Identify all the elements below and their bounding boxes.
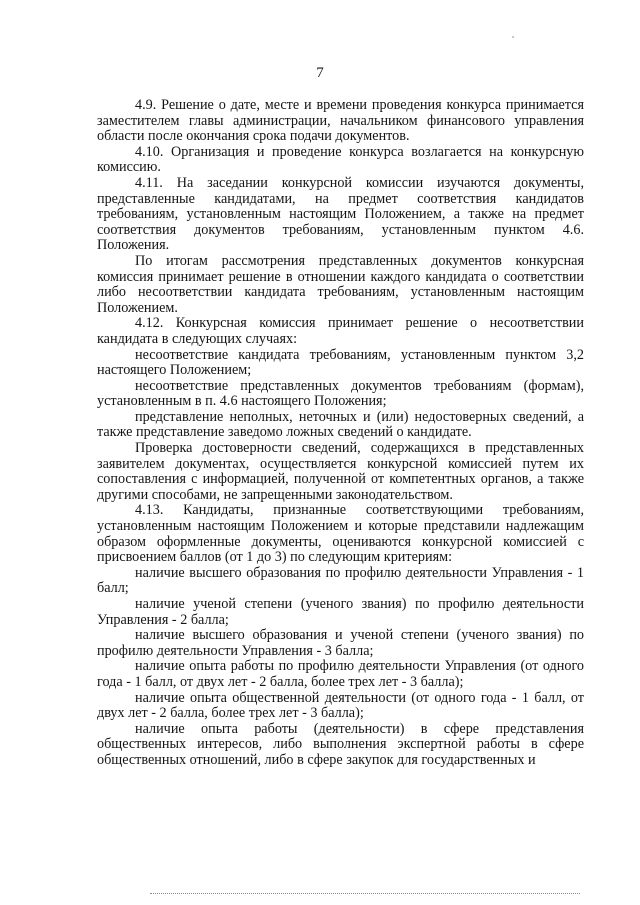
scan-speck [512,36,514,38]
criterion-education-and-degree: наличие высшего образования и ученой степени (ученого звания) по профилю деятельности Управления - 3 балла; [97,627,584,659]
criterion-work-experience: наличие опыта работы по профилю деятельности Управления (от одного года - 1 балл, от двух лет - 2 балла, более трех лет - 3 балла); [97,658,584,690]
paragraph-review-results: По итогам рассмотрения представленных документов конкурсная комиссия принимает решение в отношении каждого кандидата о соответствии либо несоответствии кандидата требованиям, установленным настоящим Положением. [97,252,584,316]
criterion-higher-education: наличие высшего образования по профилю деятельности Управления - 1 балл; [97,564,584,597]
paragraph-4-10: 4.10. Организация и проведение конкурса возлагается на конкурсную комиссию. [97,143,584,176]
list-item-false-information: представление неполных, неточных и (или) недостоверных сведений, а также представление заведомо ложных сведений о кандидате. [97,408,584,441]
paragraph-4-13: 4.13. Кандидаты, признанные соответствующими требованиям, установленным настоящим Положением и которые представили надлежащим образом оформленные документы, оцениваются конкурсной комиссией с присвоением баллов (от 1 до 3) по следующим критериям: [97,502,584,566]
paragraph-4-11: 4.11. На заседании конкурсной комиссии изучаются документы, представленные кандидатами, на предмет соответствия кандидатов требованиям, установленным настоящим Положением, а также на предмет соответствия документов требованиям, установленным пунктом 4.6. Положения. [97,174,584,254]
scan-footer-dots [150,893,580,896]
list-item-noncompliance-candidate: несоответствие кандидата требованиям, установленным пунктом 3,2 настоящего Положением; [97,346,584,379]
page-number: 7 [316,65,324,81]
paragraph-4-9: 4.9. Решение о дате, месте и времени проведения конкурса принимается заместителем главы администрации, начальником финансового управления области после окончания срока подачи документов. [97,97,584,145]
paragraph-verification: Проверка достоверности сведений, содержащихся в представленных заявителем документах, осуществляется конкурсной комиссией путем их сопоставления с информацией, полученной от компетентных органов, а также другими способами, не запрещенными законодательством. [97,440,584,503]
criterion-public-activity: наличие опыта общественной деятельности (от одного года - 1 балл, от двух лет - 2 балла, более трех лет - 3 балла); [97,689,584,722]
criterion-public-interest-work: наличие опыта работы (деятельности) в сфере представления общественных интересов, либо выполнения экспертной работы в сфере общественных отношений, либо в сфере закупок для государственных и [97,720,584,768]
criterion-academic-degree: наличие ученой степени (ученого звания) по профилю деятельности Управления - 2 балла; [97,596,584,628]
document-body [97,98,584,769]
paragraph-4-12: 4.12. Конкурсная комиссия принимает решение о несоответствии кандидата в следующих случаях: [97,315,584,347]
list-item-noncompliance-documents: несоответствие представленных документов требованиям (формам), установленным в п. 4.6 настоящего Положения; [97,377,584,410]
